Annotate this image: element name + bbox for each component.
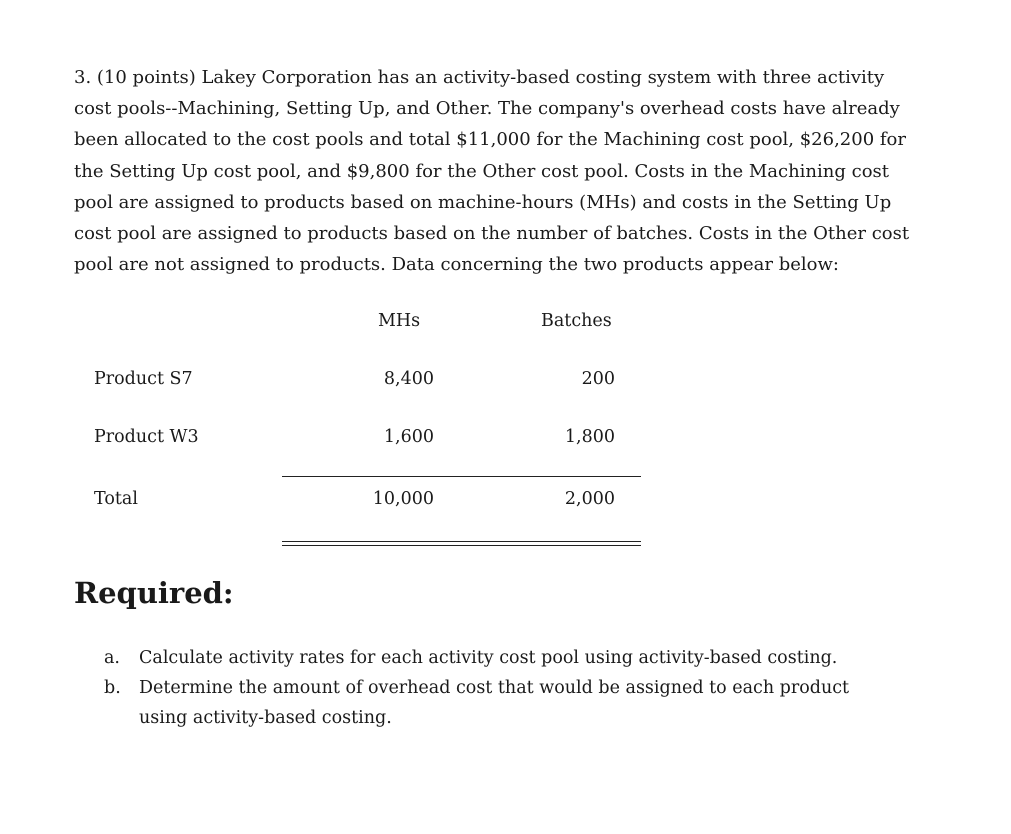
requirement-a [104, 643, 899, 673]
question-line: cost pools--Machining, Setting Up, and Other. The company's overhead costs have already [74, 98, 900, 120]
requirement-line: using activity-based costing. [139, 708, 392, 728]
requirement-line: Determine the amount of overhead cost that would be assigned to each product [139, 678, 850, 698]
question-line: pool are not assigned to products. Data concerning the two products appear below: [74, 254, 839, 276]
requirement-marker: b. [104, 678, 121, 698]
requirement-line: Calculate activity rates for each activity cost pool using activity-based costing. [139, 648, 838, 668]
requirements-list [104, 643, 899, 733]
row-label-total: Total [94, 489, 138, 509]
double-rule-bottom [282, 545, 641, 546]
cell-s7-mhs: 8,400 [383, 369, 434, 389]
cell-w3-mhs: 1,600 [383, 427, 434, 447]
required-heading: Required: [74, 576, 234, 610]
question-line: cost pool are assigned to products based on the number of batches. Costs in the Other cost [74, 223, 910, 245]
row-label-product-s7: Product S7 [94, 369, 193, 389]
cell-total-mhs: 10,000 [372, 489, 434, 509]
row-label-product-w3: Product W3 [94, 427, 199, 447]
cell-w3-batches: 1,800 [564, 427, 615, 447]
requirement-text [139, 643, 899, 673]
question-line: 3. (10 points) Lakey Corporation has an activity-based costing system with three activity [74, 67, 885, 88]
cell-s7-batches: 200 [581, 369, 615, 389]
requirement-b [104, 673, 899, 733]
subtotal-rule [282, 476, 641, 477]
question-line: been allocated to the cost pools and total $11,000 for the Machining cost pool, $26,200 for [74, 129, 906, 151]
double-rule-top [282, 541, 641, 542]
requirement-text [139, 673, 899, 733]
column-header-batches: Batches [541, 311, 612, 331]
requirement-marker: a. [104, 648, 120, 668]
question-line: pool are assigned to products based on machine-hours (MHs) and costs in the Setting Up [74, 191, 892, 213]
column-header-mhs: MHs [378, 311, 421, 331]
cell-total-batches: 2,000 [564, 489, 615, 509]
question-line: the Setting Up cost pool, and $9,800 for the Other cost pool. Costs in the Machining cost [74, 160, 890, 182]
